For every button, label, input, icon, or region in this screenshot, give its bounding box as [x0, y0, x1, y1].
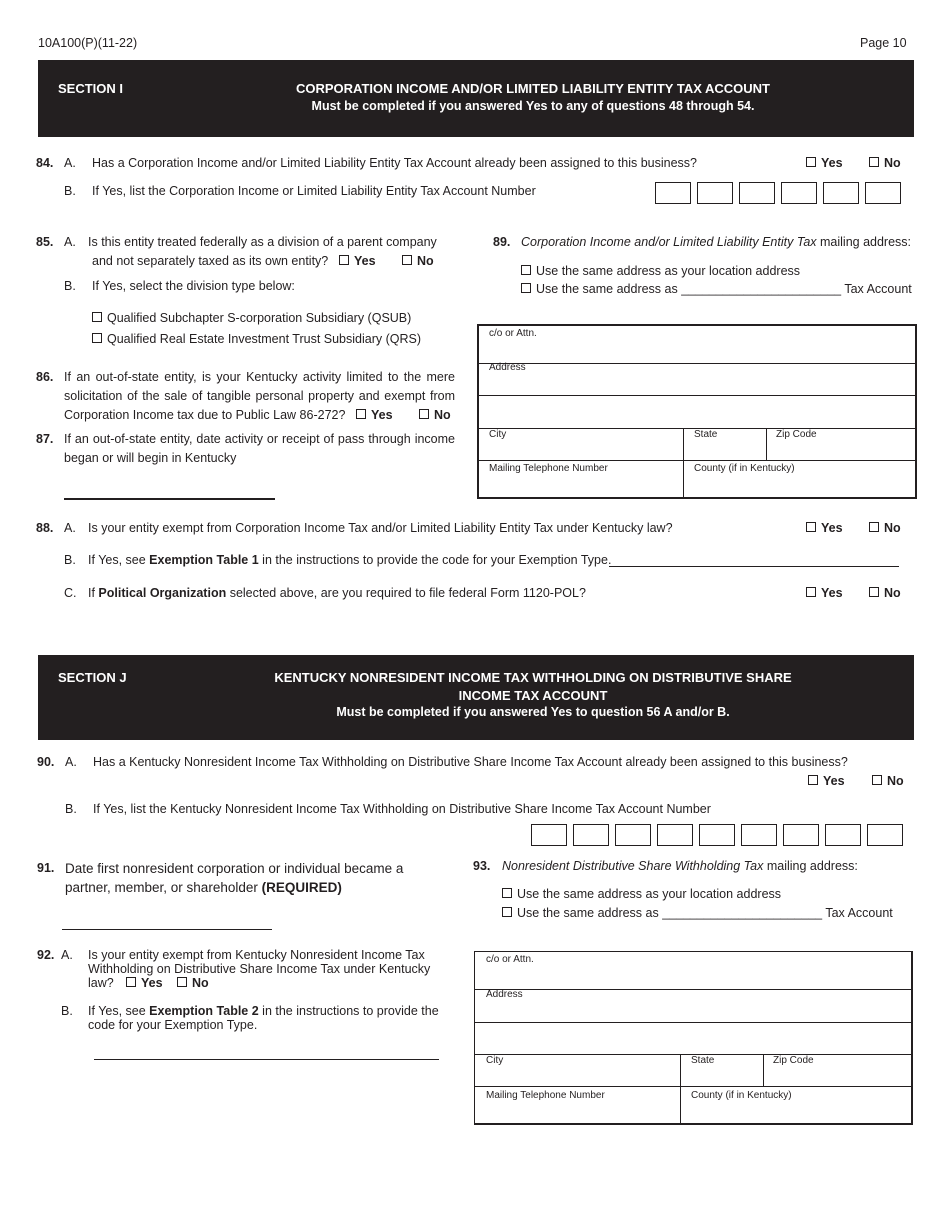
q93-label: Nonresident Distributive Share Withholding Tax mailing address:	[502, 859, 858, 873]
q89-city-field[interactable]	[479, 429, 683, 460]
q88-a-text: Is your entity exempt from Corporation Income Tax and/or Limited Liability Entity Tax under Kentucky law?	[88, 521, 673, 535]
q84-no-option[interactable]: No	[869, 156, 901, 170]
q84-account-digit-box[interactable]	[823, 182, 859, 204]
q93-attn-field[interactable]	[475, 952, 911, 989]
q88-exemption-type-line[interactable]	[609, 566, 899, 567]
q88-b-letter: B.	[64, 553, 76, 567]
q84-account-digit-box[interactable]	[697, 182, 733, 204]
section-j-label: SECTION J	[58, 670, 127, 685]
q92-a-text-line2: Withholding on Distributive Share Income Tax under Kentucky	[88, 962, 431, 976]
q86-no-checkbox[interactable]	[419, 409, 429, 419]
q85-qrs-option[interactable]: Qualified Real Estate Investment Trust Subsidiary (QRS)	[92, 332, 421, 346]
q92-no-checkbox[interactable]	[177, 977, 187, 987]
q85-qsub-checkbox[interactable]	[92, 312, 102, 322]
q93-number: 93.	[473, 859, 491, 873]
q89-same-location-option[interactable]: Use the same address as your location address	[521, 264, 800, 278]
q84-no-checkbox[interactable]	[869, 157, 879, 167]
section-j-title-line1: KENTUCKY NONRESIDENT INCOME TAX WITHHOLDING ON DISTRIBUTIVE SHARE	[274, 670, 792, 685]
q92-a-letter: A.	[61, 948, 73, 962]
q90-a-text: Has a Kentucky Nonresident Income Tax Withholding on Distributive Share Income Tax Account already been assigned to this business?	[93, 755, 848, 769]
q88-c-yes-option[interactable]: Yes	[806, 586, 843, 600]
q87-text-line2: began or will begin in Kentucky	[64, 451, 237, 465]
q88-a-letter: A.	[64, 521, 76, 535]
section-i-subtitle: Must be completed if you answered Yes to any of questions 48 through 54.	[311, 99, 755, 113]
q92-no-option[interactable]: No	[177, 976, 209, 990]
q85-number: 85.	[36, 235, 54, 249]
q85-qrs-checkbox[interactable]	[92, 333, 102, 343]
q90-a-letter: A.	[65, 755, 77, 769]
q88-yes-checkbox[interactable]	[806, 522, 816, 532]
q84-a-text: Has a Corporation Income and/or Limited Liability Entity Tax Account already been assigned to this business?	[92, 156, 697, 170]
q90-account-digit-box[interactable]	[741, 824, 777, 846]
q86-yes-option[interactable]: Yes	[356, 408, 393, 422]
q90-account-digit-box[interactable]	[531, 824, 567, 846]
q92-b-text-line2: code for your Exemption Type.	[88, 1018, 258, 1032]
q90-account-digit-box[interactable]	[699, 824, 735, 846]
q91-date-line[interactable]	[62, 929, 272, 930]
q85-b-text: If Yes, select the division type below:	[92, 279, 295, 293]
q85-qsub-option[interactable]: Qualified Subchapter S-corporation Subsidiary (QSUB)	[92, 311, 411, 325]
q84-number: 84.	[36, 156, 54, 170]
section-j-banner	[38, 655, 914, 740]
section-i-label: SECTION I	[58, 81, 124, 96]
q89-same-account-option[interactable]: Use the same address as _______________________ Tax Account	[521, 282, 912, 296]
section-i-title: CORPORATION INCOME AND/OR LIMITED LIABILITY ENTITY TAX ACCOUNT	[295, 81, 770, 96]
q86-text-line3: Corporation Income tax due to Public Law 86-272?	[64, 408, 346, 422]
q89-address-box	[477, 324, 917, 499]
q89-label: Corporation Income and/or Limited Liability Entity Tax mailing address:	[521, 235, 912, 249]
q93-same-account-option[interactable]: Use the same address as _______________________ Tax Account	[502, 906, 893, 920]
q93-same-account-checkbox[interactable]	[502, 907, 512, 917]
q90-account-digit-box[interactable]	[867, 824, 903, 846]
q92-b-text-line1: If Yes, see Exemption Table 2 in the instructions to provide the	[88, 1004, 439, 1018]
q88-c-letter: C.	[64, 586, 77, 600]
q85-no-option[interactable]: No	[402, 254, 434, 268]
q84-account-digit-box[interactable]	[865, 182, 901, 204]
q88-c-yes-checkbox[interactable]	[806, 587, 816, 597]
q93-address-field[interactable]	[475, 990, 911, 1054]
q88-b-text: If Yes, see Exemption Table 1 in the instructions to provide the code for your Exemption Type.	[88, 553, 612, 567]
q84-account-digit-box[interactable]	[781, 182, 817, 204]
q93-phone-label: Mailing Telephone Number	[486, 1090, 605, 1101]
q89-attn-label: c/o or Attn.	[489, 328, 537, 339]
q86-number: 86.	[36, 370, 54, 384]
q93-city-field[interactable]	[475, 1055, 680, 1086]
q84-yes-option[interactable]: Yes	[806, 156, 843, 170]
q93-city-label: City	[486, 1055, 504, 1066]
q91-text-line2: partner, member, or shareholder (REQUIRED)	[65, 880, 342, 895]
q90-yes-option[interactable]: Yes	[808, 774, 845, 788]
q91-number: 91.	[37, 861, 55, 875]
q89-same-location-checkbox[interactable]	[521, 265, 531, 275]
q84-a-letter: A.	[64, 156, 76, 170]
q84-b-text: If Yes, list the Corporation Income or Limited Liability Entity Tax Account Number	[92, 184, 536, 198]
q93-attn-label: c/o or Attn.	[486, 954, 534, 965]
q89-zip-label: Zip Code	[776, 429, 817, 440]
q86-text-line2: solicitation of the sale of tangible personal property and exempt from	[64, 389, 455, 403]
q85-yes-option[interactable]: Yes	[339, 254, 376, 268]
q93-address-box	[474, 951, 913, 1125]
q88-c-text: If Political Organization selected above, are you required to file federal Form 1120-POL?	[88, 586, 586, 600]
q88-c-no-option[interactable]: No	[869, 586, 901, 600]
q90-b-text: If Yes, list the Kentucky Nonresident Income Tax Withholding on Distributive Share Income Tax Account Number	[93, 802, 711, 816]
q88-number: 88.	[36, 521, 54, 535]
q89-county-label: County (if in Kentucky)	[694, 463, 795, 474]
q90-account-number-boxes	[531, 824, 905, 846]
q92-yes-option[interactable]: Yes	[126, 976, 163, 990]
q86-yes-checkbox[interactable]	[356, 409, 366, 419]
q90-number: 90.	[37, 755, 55, 769]
page-number: Page 10	[860, 36, 907, 50]
section-i-banner	[38, 60, 914, 137]
section-j-subtitle: Must be completed if you answered Yes to question 56 A and/or B.	[336, 705, 730, 719]
q90-account-digit-box[interactable]	[573, 824, 609, 846]
q87-number: 87.	[36, 432, 54, 446]
q89-address-field[interactable]	[479, 364, 915, 428]
q90-b-letter: B.	[65, 802, 77, 816]
q88-no-option[interactable]: No	[869, 521, 901, 535]
q90-account-digit-box[interactable]	[783, 824, 819, 846]
q90-no-checkbox[interactable]	[872, 775, 882, 785]
q87-date-line[interactable]	[64, 498, 275, 500]
q84-account-digit-box[interactable]	[655, 182, 691, 204]
q87-text-line1: If an out-of-state entity, date activity or receipt of pass through income	[64, 432, 455, 446]
q92-yes-checkbox[interactable]	[126, 977, 136, 987]
q89-phone-label: Mailing Telephone Number	[489, 463, 608, 474]
q90-account-digit-box[interactable]	[825, 824, 861, 846]
q92-a-text-line3: law?	[88, 976, 114, 990]
q92-exemption-type-line[interactable]	[94, 1059, 439, 1060]
q85-a-text-line2: and not separately taxed as its own entity?	[92, 254, 329, 268]
q93-same-location-checkbox[interactable]	[502, 888, 512, 898]
q93-county-label: County (if in Kentucky)	[691, 1090, 792, 1101]
q85-a-text-line1: Is this entity treated federally as a division of a parent company	[88, 235, 437, 249]
q89-state-label: State	[694, 429, 718, 440]
form-id: 10A100(P)(11-22)	[38, 36, 138, 50]
q85-a-letter: A.	[64, 235, 76, 249]
q85-no-checkbox[interactable]	[402, 255, 412, 265]
q88-c-no-checkbox[interactable]	[869, 587, 879, 597]
q90-account-digit-box[interactable]	[657, 824, 693, 846]
q90-no-option[interactable]: No	[872, 774, 904, 788]
q88-no-checkbox[interactable]	[869, 522, 879, 532]
q88-yes-option[interactable]: Yes	[806, 521, 843, 535]
q93-same-location-option[interactable]: Use the same address as your location address	[502, 887, 781, 901]
q93-zip-label: Zip Code	[773, 1055, 814, 1066]
q85-b-letter: B.	[64, 279, 76, 293]
q89-number: 89.	[493, 235, 511, 249]
q92-a-text-line1: Is your entity exempt from Kentucky Nonresident Income Tax	[88, 948, 425, 962]
q84-yes-checkbox[interactable]	[806, 157, 816, 167]
q93-state-label: State	[691, 1055, 715, 1066]
q84-b-letter: B.	[64, 184, 76, 198]
q92-number: 92.	[37, 948, 55, 962]
q85-yes-checkbox[interactable]	[339, 255, 349, 265]
q84-account-number-boxes	[655, 182, 903, 204]
q90-account-digit-box[interactable]	[615, 824, 651, 846]
q89-same-account-checkbox[interactable]	[521, 283, 531, 293]
q92-b-letter: B.	[61, 1004, 73, 1018]
section-j-title-line2: INCOME TAX ACCOUNT	[458, 688, 608, 703]
q93-address-label: Address	[486, 989, 523, 1000]
q84-account-digit-box[interactable]	[739, 182, 775, 204]
q86-text-line1: If an out-of-state entity, is your Kentucky activity limited to the mere	[64, 370, 455, 384]
q86-no-option[interactable]: No	[419, 408, 451, 422]
q89-attn-field[interactable]	[479, 326, 915, 363]
q89-address-label: Address	[489, 362, 526, 373]
q89-city-label: City	[489, 429, 507, 440]
q91-text-line1: Date first nonresident corporation or individual became a	[65, 861, 404, 876]
q90-yes-checkbox[interactable]	[808, 775, 818, 785]
